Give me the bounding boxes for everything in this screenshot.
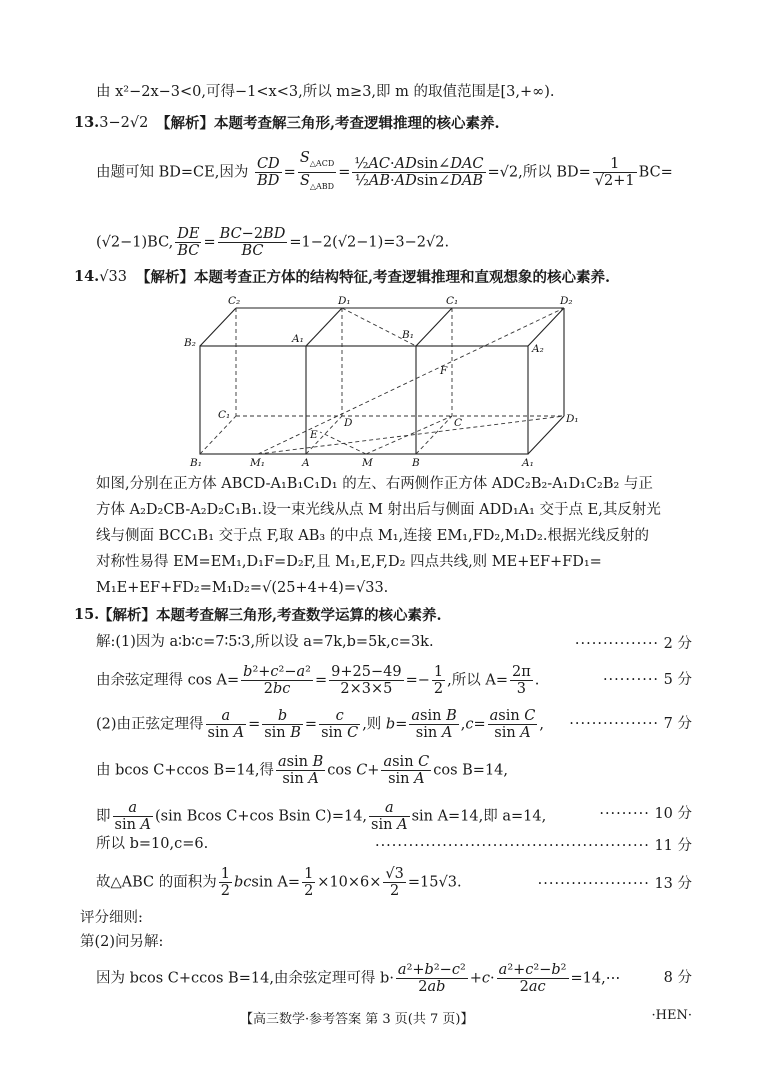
label-B: B [412,457,420,469]
alt-title: 第(2)问另解: [80,934,164,950]
q15-score-2: ·········· 5 分 [602,672,692,688]
q14-body-5: M₁E+EF+FD₂=M₁D₂=√(25+4+4)=√33. [96,580,389,596]
label-D: D [344,417,353,429]
q15-score-4: ········· 10 分 [599,806,692,822]
label-F: F [440,365,448,377]
q15-score-5: ················································· 11 分 [374,838,692,854]
q13-answer: 3−2√2 [99,115,149,131]
q15-score-alt: 8 分 [663,970,692,986]
q15-line2: 由余弦定理得 cos A= $\frac{\text{b²+c²−a²}}{2bc}$ = $\frac{9+25-49}{2\times 3\times 5}$ =− $\frac{1}{2}$ ,所以 A= $\frac{2\pi}{3}$ . [96,664,540,697]
q14-body-3: 线与侧面 BCC₁B₁ 交于点 F,取 AB₃ 的中点 M₁,连接 EM₁,FD₂,M₁D₂.根据光线反射的 [96,528,649,544]
label-D1-bottom: D₁ [566,413,579,425]
q15-line1: 解:(1)因为 a∶b∶c=7∶5∶3,所以设 a=7k,b=5k,c=3k. [96,634,434,650]
q14-body-4: 对称性易得 EM=EM₁,D₁F=D₂F,且 M₁,E,F,D₂ 四点共线,则 ME+EF+FD₁= [96,554,602,570]
q15-line5: 即 $\frac{a}{\text{sin A}}$ (sin Bcos C+cos Bsin C)=14, $\frac{a}{\text{sin A}}$ sin A=14,即 a=14, [96,800,547,833]
q15-line3: (2)由正弦定理得 $\frac{a}{\text{sin A}}$ = $\frac{b}{\text{sin B}}$ = $\frac{c}{\text{sin C}}$ ,则 b= $\frac{\text{asin B}}{\text{sin A}}$ ,c= $\frac{\text{asin C}}{\text{sin A}}$ , [96,708,545,741]
label-A1-top: A₁ [292,333,304,345]
label-D1-top: D₁ [338,295,351,307]
label-C: C [454,417,463,429]
footer-center: 【高三数学·参考答案 第 3 页(共 7 页)】 [240,1012,474,1027]
q14-body-1: 如图,分别在正方体 ABCD-A₁B₁C₁D₁ 的左、右两侧作正方体 ADC₂B₂-A₁D₁C₂B₂ 与正 [96,476,653,492]
q13-line2: (√2−1)BC, $\frac{DE}{BC}$ = $\frac{BC-2BD}{BC}$ =1−2(√2−1)=3−2√2. [96,226,450,259]
label-B2: B₂ [184,337,196,349]
label-C1-bottom: C₁ [218,409,231,421]
label-A1-bottom: A₁ [522,457,534,469]
q15-score-6: ···················· 13 分 [537,876,692,892]
label-A2: A₂ [532,343,544,355]
q15-score-1: ··············· 2 分 [574,636,692,652]
q15-line4: 由 bcos C+ccos B=14,得 $\frac{\text{asin B}}{\text{sin A}}$ cos C+ $\frac{\text{asin C}}{\text{sin A}}$ cos B=14, [96,754,509,787]
label-B1-bottom: B₁ [190,457,202,469]
label-M1: M₁ [250,457,265,469]
q15-score-3: ················ 7 分 [569,716,692,732]
q13-number: 13.3−2√2 [74,114,149,131]
rules-title: 评分细则: [80,910,143,926]
label-D2: D₂ [560,295,573,307]
q15-number: 15. [74,606,100,623]
q15-line7: 故△ABC 的面积为 $\frac{1}{2}$ bcsin A= $\frac{1}{2}$ ×10×6× $\frac{√3}{2}$ =15√3. [96,866,462,899]
label-C2: C₂ [228,295,241,307]
cube-diagram [180,292,600,472]
footer-right: ·HEN· [651,1008,692,1023]
label-M: M [362,457,373,469]
q14-answer: √33 [99,269,127,285]
q14-number: 14.√33 [74,268,127,285]
q14-body-2: 方体 A₂D₂CB-A₂D₂C₁B₁.设一束光线从点 M 射出后与侧面 ADD₁A₁ 交于点 E,其反射光 [96,502,661,518]
q13-line1: 由题可知 BD=CE,因为 $\frac{CD}{BD}$ = $\frac{S_{\triangle ACD}}{S_{\triangle ABD}}$ = $\frac{\text{½AC·ADsin∠DAC}}{\text{½AB·ADsin∠DAB}}$ =√2,所以 BD= $\frac{1}{√2+1}$ BC= [96,150,673,191]
q13-tag: 【解析】本题考查解三角形,考查逻辑推理的核心素养. [156,115,500,132]
q15-tag: 【解析】本题考查解三角形,考查数学运算的核心素养. [98,607,442,624]
label-E: E [310,429,318,441]
label-B1-top: B₁ [402,329,414,341]
q14-tag: 【解析】本题考查正方体的结构特征,考查逻辑推理和直观想象的核心素养. [136,269,611,286]
label-A: A [302,457,310,469]
intro-line: 由 x²−2x−3<0,可得−1<x<3,所以 m≥3,即 m 的取值范围是[3,+∞). [96,84,555,100]
q15-alt-line: 因为 bcos C+ccos B=14,由余弦定理可得 b· $\frac{\text{a²+b²−c²}}{2ab}$ +c· $\frac{\text{a²+c²−b²}}{2ac}$ =14,⋯ [96,962,621,995]
q15-line6: 所以 b=10,c=6. [96,836,209,852]
label-C1-top: C₁ [446,295,459,307]
